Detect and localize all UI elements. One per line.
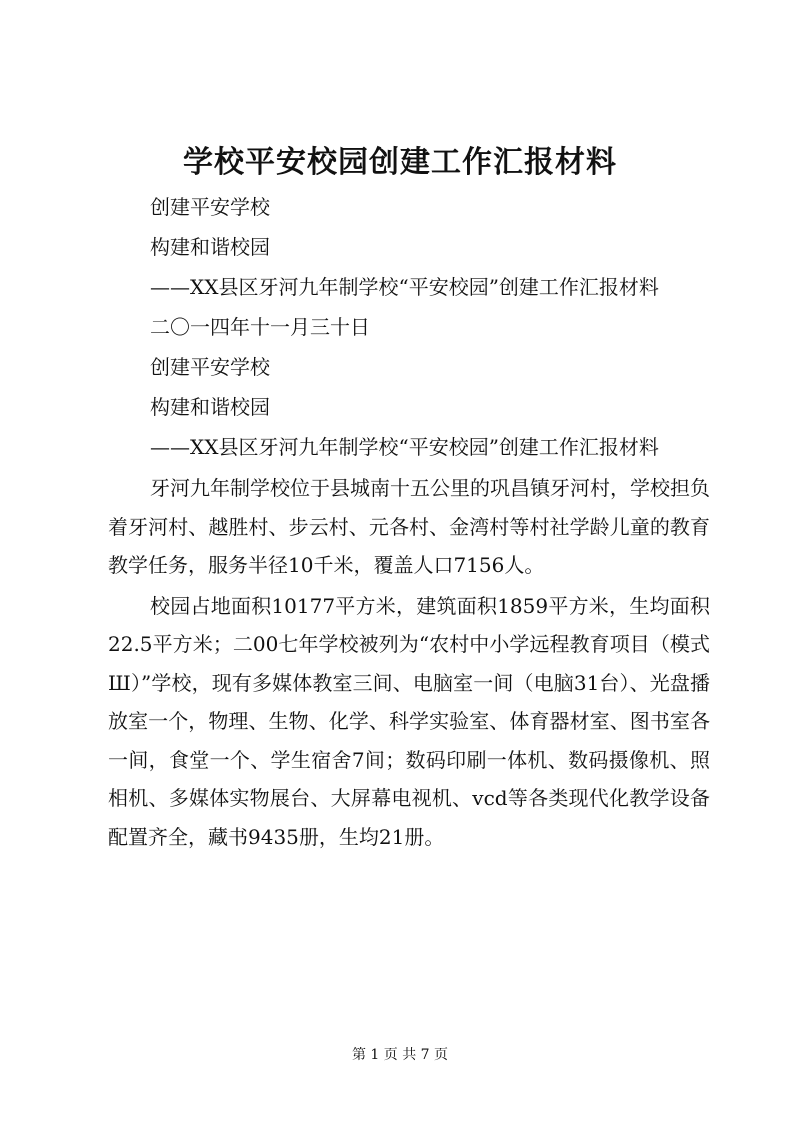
- heading-line-7: ——XX县区牙河九年制学校“平安校园”创建工作汇报材料: [150, 435, 659, 459]
- document-body: [108, 187, 710, 856]
- page-footer: 第 1 页 共 7 页: [351, 1047, 449, 1063]
- heading-line-3: ——XX县区牙河九年制学校“平安校园”创建工作汇报材料: [150, 275, 659, 299]
- document-title: 学校平安校园创建工作汇报材料: [183, 145, 617, 180]
- heading-line-5: 创建平安学校: [150, 355, 270, 379]
- heading-date: 二〇一四年十一月三十日: [150, 315, 370, 339]
- paragraph-1: 牙河九年制学校位于县城南十五公里的巩昌镇牙河村，学校担负着牙河村、越胜村、步云村、元各村、金湾村等村社学龄儿童的教育教学任务，服务半径10千米，覆盖人口7156人。: [108, 476, 710, 577]
- heading-line-6: 构建和谐校园: [150, 395, 270, 419]
- heading-line-2: 构建和谐校园: [150, 235, 270, 259]
- heading-line-1: 创建平安学校: [150, 195, 270, 219]
- paragraph-2: 校园占地面积10177平方米，建筑面积1859平方米，生均面积22.5平方米；二00七年学校被列为“农村中小学远程教育项目（模式Ш）”学校，现有多媒体教室三间、电脑室一间（电脑31台）、光盘播放室一个，物理、生物、化学、科学实验室、体育器材室、图书室各一间，食堂一个、学生宿舍7间；数码印刷一体机、数码摄像机、照相机、多媒体实物展台、大屏幕电视机、vcd等各类现代化教学设备配置齐全，藏书9435册，生均21册。: [108, 593, 710, 849]
